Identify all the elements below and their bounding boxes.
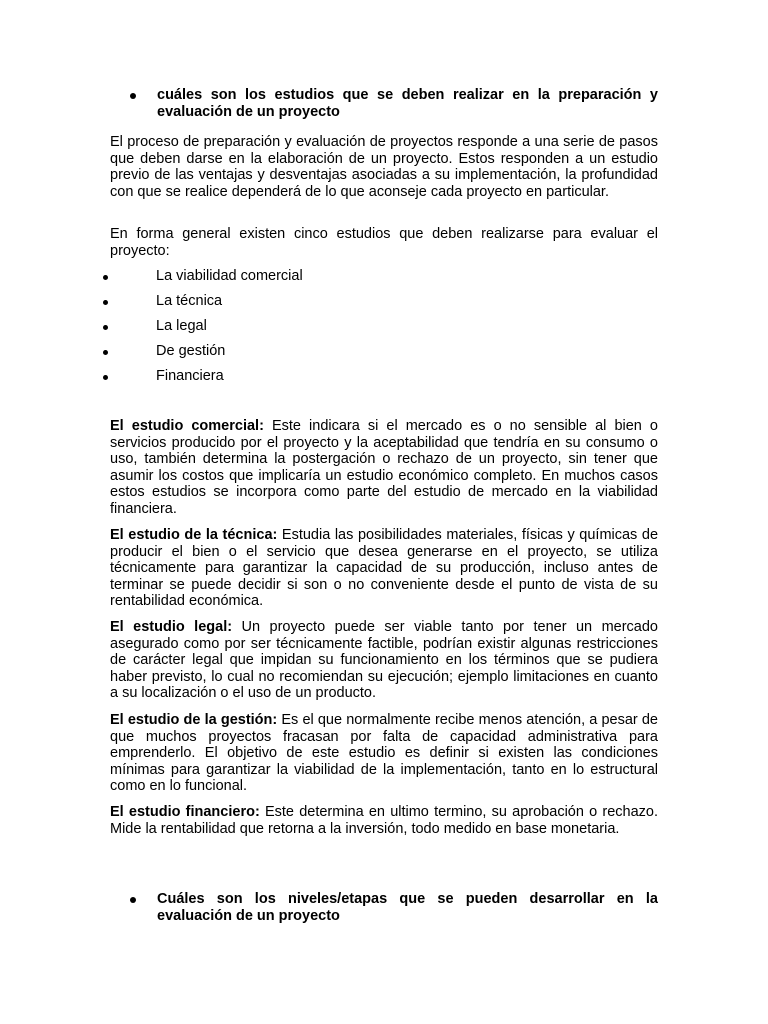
list-item-label: Financiera: [156, 368, 224, 384]
section-body: Es el que normalmente recibe menos atención, a pesar de que muchos proyectos fracasan por falta de capacidad administrativa para emprenderlo. El objetivo de este estudio es definir si existen las condiciones mínimas para garantizar la viabilidad de la implementación, tanto en lo estructural como en lo funcional.: [110, 712, 658, 795]
bullet-icon: [130, 93, 136, 99]
bullet-icon: [103, 375, 108, 380]
section-body: Este determina en ultimo termino, su aprobación o rechazo. Mide la rentabilidad que retorna a la inversión, todo medido en base monetaria.: [110, 804, 658, 837]
list-item-label: La viabilidad comercial: [156, 268, 303, 284]
section-body: Estudia las posibilidades materiales, físicas y químicas de producir el bien o el servicio que desea generarse en el proyecto, se utiliza técnicamente para garantizar la capacidad de su producción, incluso antes de terminar se puede decidir si son o no conveniente desde el punto de vista de su rentabilidad económica.: [110, 527, 659, 610]
section-commercial: [110, 418, 658, 518]
bullet-icon: [103, 300, 108, 305]
general-paragraph: En forma general existen cinco estudios que deben realizarse para evaluar el proyecto:: [110, 226, 658, 259]
list-item-label: La técnica: [156, 293, 223, 309]
section-body: Un proyecto puede ser viable tanto por tener un mercado asegurado como por ser técnicamente factible, podrían existir algunas restricciones de carácter legal que impidan su funcionamiento en los términos que se pudiera haber previsto, lo cual no recomiendan su ejecución; ejemplo limitaciones en cuanto a su localización o el uso de un producto.: [110, 619, 658, 702]
section-title: El estudio financiero:: [110, 804, 260, 820]
section-title: El estudio comercial:: [110, 418, 264, 434]
section-legal: [110, 619, 658, 702]
list-item-label: La legal: [156, 318, 207, 334]
bullet-icon: [103, 325, 108, 330]
question-heading-2: [130, 891, 658, 924]
bullet-icon: [103, 275, 108, 280]
section-body: Este indicara si el mercado es o no sensible al bien o servicios producido por el proyecto y la aceptabilidad que tendría en su consumo o uso, también determina la postergación o rechazo de un proyecto, sin tener que asumir los costos que implicaría un estudio económico completo. En muchos casos estos estudios se incorpora como parte del estudio de mercado en la viabilidad financiera.: [110, 418, 658, 517]
section-title: El estudio de la técnica:: [110, 527, 278, 543]
list-item-label: De gestión: [156, 343, 226, 359]
question-text: Cuáles son los niveles/etapas que se pueden desarrollar en la evaluación de un proyecto: [157, 891, 658, 924]
section-technical: [110, 527, 658, 610]
section-management: [110, 712, 658, 795]
question-text: cuáles son los estudios que se deben realizar en la preparación y evaluación de un proyecto: [157, 87, 658, 120]
question-heading-1: [130, 87, 658, 120]
section-title: El estudio legal:: [110, 619, 233, 635]
section-title: El estudio de la gestión:: [110, 712, 278, 728]
section-financial: [110, 804, 658, 837]
bullet-icon: [103, 350, 108, 355]
intro-paragraph: El proceso de preparación y evaluación de proyectos responde a una serie de pasos que deben darse en la elaboración de un proyecto. Estos responden a un estudio previo de las ventajas y desventajas asociadas a su implementación, la profundidad con que se realice dependerá de lo que aconseje cada proyecto en particular.: [110, 134, 658, 200]
bullet-icon: [130, 897, 136, 903]
